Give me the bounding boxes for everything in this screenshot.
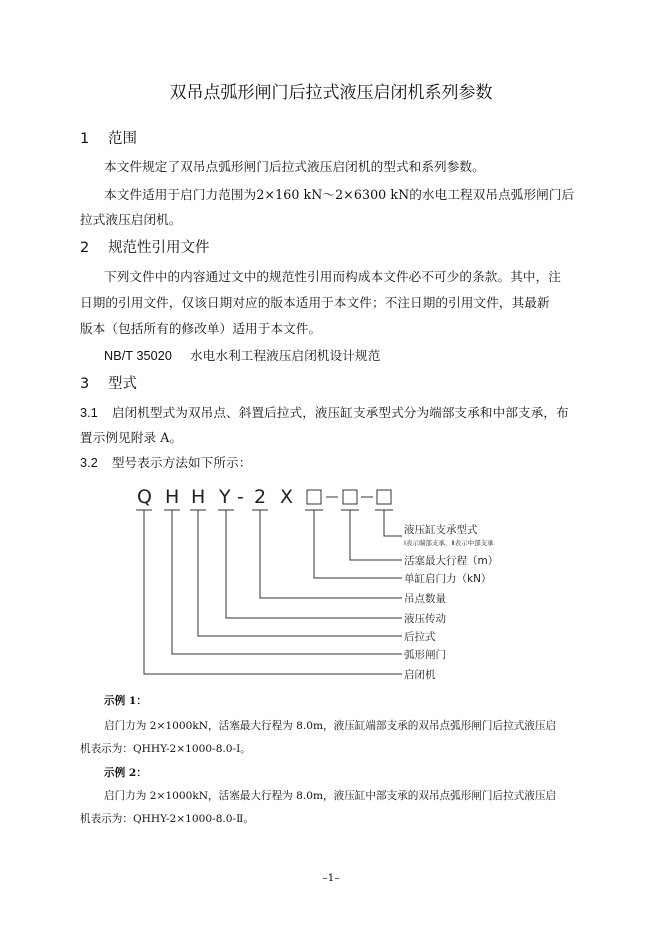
clause-text: 型号表示方法如下所示： xyxy=(111,455,252,470)
label-rear-pull: 后拉式 xyxy=(404,631,436,643)
placeholder-box xyxy=(377,490,391,504)
example-2-line-1: 启门力为 2×1000kN，活塞最大行程为 8.0m，液压缸中部支承的双吊点弧形闸门后拉式液压启 xyxy=(104,790,557,802)
section-heading-scope xyxy=(80,127,137,148)
referenced-standard xyxy=(104,345,380,364)
placeholder-box xyxy=(343,490,357,504)
section-number: 1 xyxy=(80,131,90,147)
example-1-line-1: 启门力为 2×1000kN，活塞最大行程为 8.0m，液压缸端部支承的双吊点弧形闸门后拉式液压启 xyxy=(104,720,557,732)
clause-3-1-line-1 xyxy=(80,402,569,421)
clause-3-2 xyxy=(80,452,251,471)
placeholder-box xyxy=(307,490,321,504)
code-letter: - xyxy=(237,486,244,508)
code-letter: H xyxy=(165,486,180,508)
clause-3-1-line-2: 置示例见附录 A。 xyxy=(80,430,183,445)
references-paragraph-line-2: 日期的引用文件，仅该日期对应的版本适用于本文件；不注日期的引用文件，其最新 xyxy=(80,295,550,310)
scope-paragraph-2-line-1: 本文件适用于启门力范围为2×160 kN～2×6300 kN的水电工程双吊点弧形闸门后 xyxy=(104,187,575,202)
clause-text: 启闭机型式为双吊点、斜置后拉式，液压缸支承型式分为端部支承和中部支承，布 xyxy=(111,405,569,420)
label-max-stroke: 活塞最大行程（m） xyxy=(404,555,499,567)
label-hydraulic-drive: 液压传动 xyxy=(404,613,446,625)
section-title: 范围 xyxy=(108,131,137,147)
standard-name: 水电水利工程液压启闭机设计规范 xyxy=(189,348,381,363)
example-2-line-2: 机表示为：QHHY-2×1000-8.0-Ⅱ。 xyxy=(80,813,254,825)
section-number: 3 xyxy=(80,376,90,392)
label-hoisting-force: 单缸启门力（kN） xyxy=(404,573,492,585)
example-2-title: 示例 2： xyxy=(104,767,147,779)
label-support-type: 液压缸支承型式 xyxy=(404,524,478,536)
code-letter: 2 xyxy=(254,486,267,508)
section-heading-references xyxy=(80,236,210,257)
example-1-line-2: 机表示为：QHHY-2×1000-8.0-Ⅰ。 xyxy=(80,743,251,755)
label-lifting-points: 吊点数量 xyxy=(404,593,446,605)
scope-paragraph-2-line-2: 拉式液压启闭机。 xyxy=(80,212,182,227)
section-number: 2 xyxy=(80,240,90,256)
label-support-note: Ⅰ表示端部支承，Ⅱ表示中部支承 xyxy=(404,539,494,547)
document-title: 双吊点弧形闸门后拉式液压启闭机系列参数 xyxy=(169,83,493,103)
code-letter: H xyxy=(191,486,206,508)
label-hoist: 启闭机 xyxy=(404,669,436,681)
section-heading-type xyxy=(80,372,137,393)
page-number: –1– xyxy=(322,872,340,884)
section-title: 规范性引用文件 xyxy=(108,240,210,256)
model-code-diagram xyxy=(130,476,510,688)
section-title: 型式 xyxy=(108,376,137,392)
code-letter: Q xyxy=(137,486,152,508)
clause-number: 3.2 xyxy=(80,456,98,470)
code-letter: Y xyxy=(219,486,231,508)
scope-paragraph-1: 本文件规定了双吊点弧形闸门后拉式液压启闭机的型式和系列参数。 xyxy=(104,159,485,174)
example-1-title: 示例 1： xyxy=(104,695,147,707)
references-paragraph-line-1: 下列文件中的内容通过文中的规范性引用而构成本文件必不可少的条款。其中，注 xyxy=(104,269,561,284)
label-radial-gate: 弧形闸门 xyxy=(404,649,446,661)
clause-number: 3.1 xyxy=(80,406,98,420)
code-letter: X xyxy=(280,486,294,508)
references-paragraph-line-3: 版本（包括所有的修改单）适用于本文件。 xyxy=(80,321,322,336)
standard-code: NB/T 35020 xyxy=(104,349,172,363)
